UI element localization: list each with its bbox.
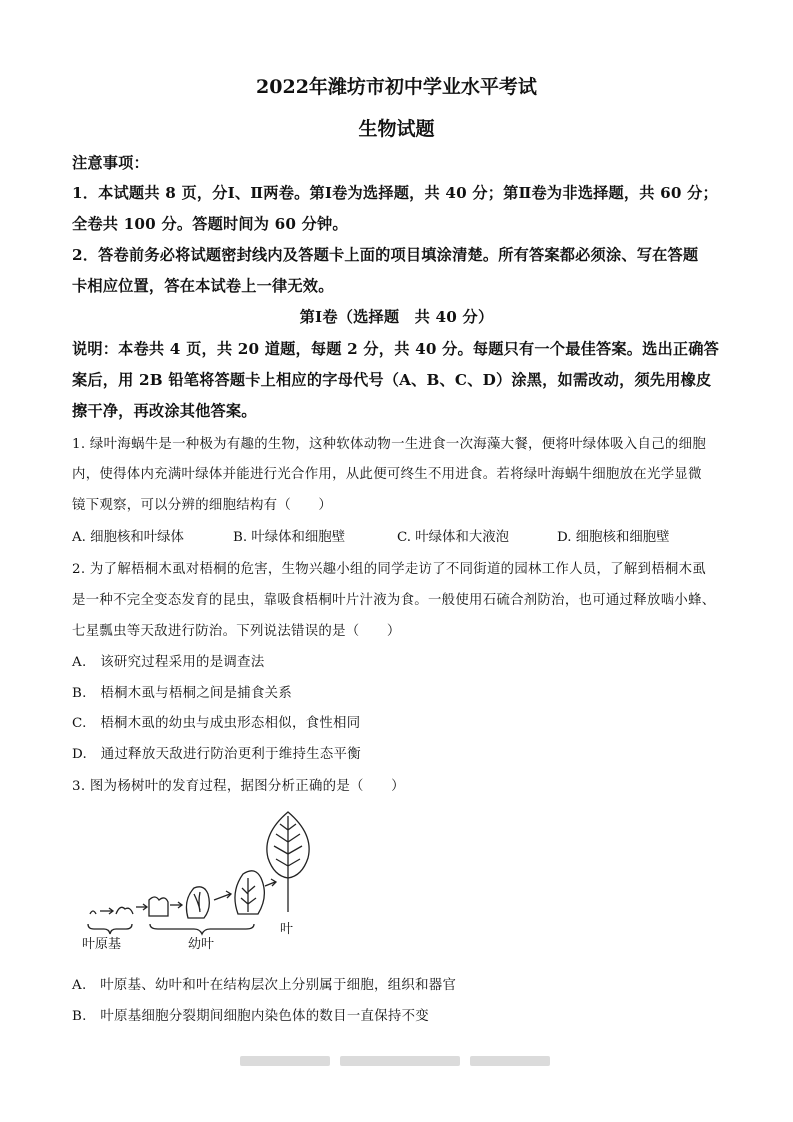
section-heading: 第Ⅰ卷（选择题 共 40 分）: [299, 308, 494, 326]
label-primordium: 叶原基: [82, 937, 122, 952]
young-leaf-3: [235, 871, 264, 914]
footer-watermark: [340, 1056, 460, 1066]
label-young-leaf: 幼叶: [188, 937, 215, 952]
primordium-shape-1: [90, 911, 96, 914]
section-desc-2: 案后，用 2B 铅笔将答题卡上相应的字母代号（A、B、C、D）涂黑，如需改动，须先用橡皮: [72, 371, 712, 389]
question-2-option-a: A. 该研究过程采用的是调查法: [72, 655, 265, 670]
notes-heading: 注意事项：: [72, 154, 149, 172]
young-leaf-3-veins: [241, 878, 256, 912]
subject-title: 生物试题: [358, 118, 435, 140]
question-2-text-cont: 是一种不完全变态发育的昆虫，靠吸食梧桐叶片汁液为食。一般使用石硫合剂防治，也可通过释放啮小蜂、: [72, 593, 716, 608]
question-1-text: 1. 绿叶海蜗牛是一种极为有趣的生物，这种软体动物一生进食一次海藻大餐，便将叶绿体吸入自己的细胞: [72, 437, 707, 452]
question-1-text-cont: 镜下观察，可以分辨的细胞结构有（ ）: [72, 498, 333, 513]
question-1-option-a: A. 细胞核和叶绿体: [72, 530, 184, 545]
notes-item-1: 1．本试题共 8 页，分Ⅰ、Ⅱ两卷。第Ⅰ卷为选择题，共 40 分；第Ⅱ卷为非选择题，共 60 分；: [72, 184, 718, 202]
label-leaf: 叶: [280, 922, 294, 937]
section-desc-3: 擦干净，再改涂其他答案。: [72, 402, 257, 420]
section-desc-1: 说明：本卷共 4 页，共 20 道题，每题 2 分，共 40 分。每题只有一个最佳答案。选出正确答: [72, 340, 720, 358]
footer-watermark: [240, 1056, 330, 1066]
question-2-option-c: C. 梧桐木虱的幼虫与成虫形态相似，食性相同: [72, 716, 361, 731]
question-3-option-b: B. 叶原基细胞分裂期间细胞内染色体的数目一直保持不变: [72, 1009, 429, 1024]
young-leaf-2-veins: [194, 892, 200, 912]
question-1-option-d: D. 细胞核和细胞壁: [557, 530, 670, 545]
question-2-text: 2. 为了解梧桐木虱对梧桐的危害，生物兴趣小组的同学走访了不同街道的园林工作人员，了解到梧桐木虱: [72, 562, 707, 577]
exam-title: 2022年潍坊市初中学业水平考试: [256, 76, 537, 98]
leaf-development-figure: [78, 808, 318, 960]
question-1-option-b: B. 叶绿体和细胞壁: [233, 530, 346, 545]
question-2-option-d: D. 通过释放天敌进行防治更利于维持生态平衡: [72, 747, 361, 762]
young-leaf-1: [149, 897, 168, 916]
mature-leaf-veins: [274, 816, 302, 878]
question-2-text-cont: 七星瓢虫等天敌进行防治。下列说法错误的是（ ）: [72, 624, 401, 639]
primordium-shape-2: [116, 907, 133, 914]
footer-watermark: [470, 1056, 550, 1066]
notes-item-1-cont: 全卷共 100 分。答题时间为 60 分钟。: [72, 215, 348, 233]
question-3-text: 3. 图为杨树叶的发育过程，据图分析正确的是（ ）: [72, 779, 405, 794]
question-1-text-cont: 内，使得体内充满叶绿体并能进行光合作用，从此便可终生不用进食。若将绿叶海蜗牛细胞放在光学显微: [72, 467, 702, 482]
question-3-option-a: A. 叶原基、幼叶和叶在结构层次上分别属于细胞，组织和器官: [72, 978, 457, 993]
question-2-option-b: B. 梧桐木虱与梧桐之间是捕食关系: [72, 686, 293, 701]
question-1-option-c: C. 叶绿体和大液泡: [397, 530, 510, 545]
notes-item-2: 2．答卷前务必将试题密封线内及答题卡上面的项目填涂清楚。所有答案都必须涂、写在答题: [72, 246, 699, 264]
notes-item-2-cont: 卡相应位置，答在本试卷上一律无效。: [72, 277, 334, 295]
